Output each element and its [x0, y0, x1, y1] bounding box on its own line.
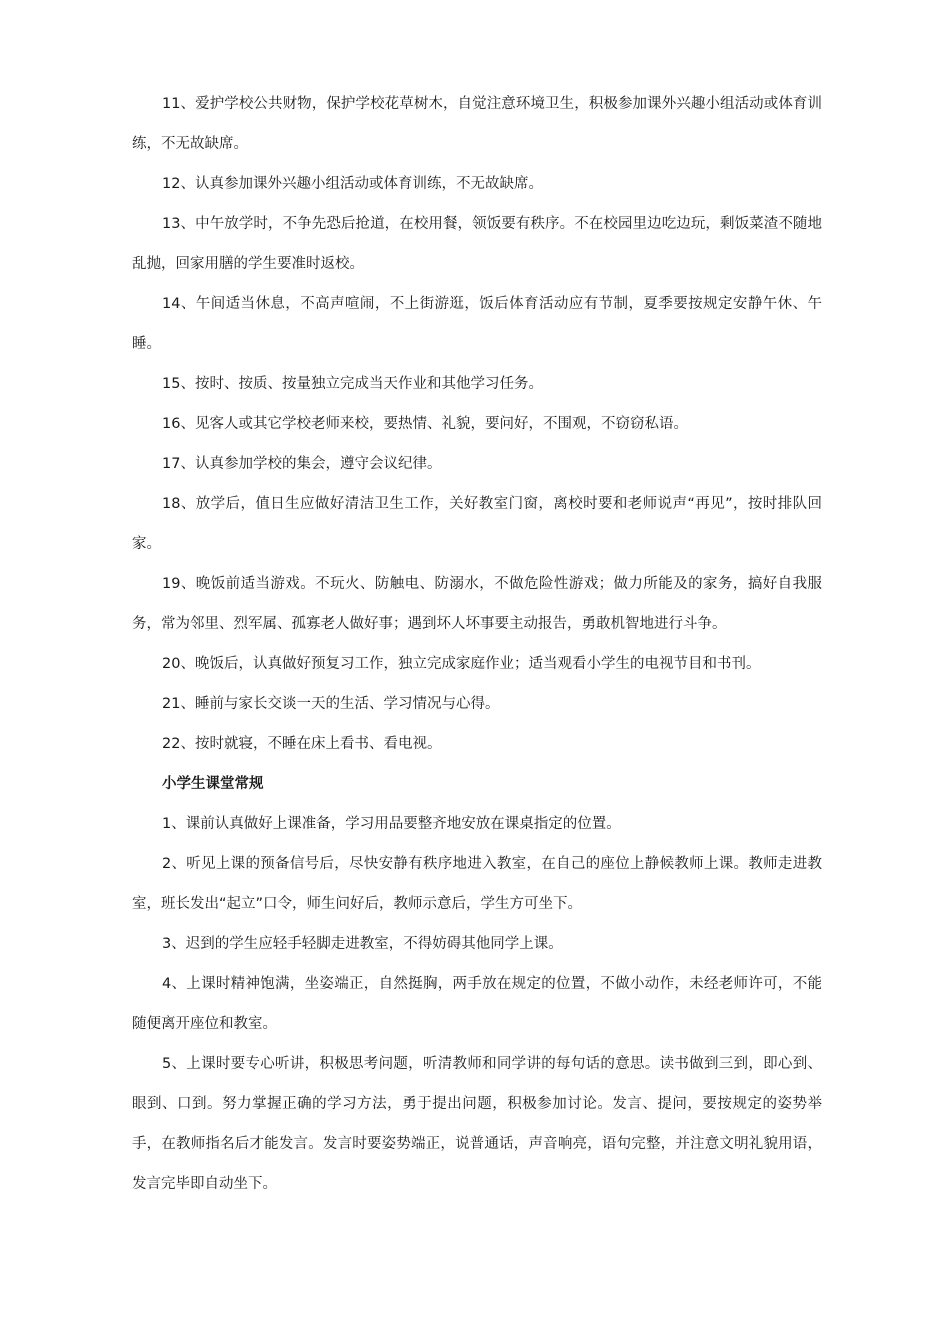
rule-22: 22、按时就寝，不睡在床上看书、看电视。 [162, 736, 442, 752]
rule-12: 12、认真参加课外兴趣小组活动或体育训练，不无故缺席。 [162, 176, 543, 192]
document-body [132, 84, 822, 1204]
rule-19: 19、晚饭前适当游戏。不玩火、防触电、防溺水，不做危险性游戏；做力所能及的家务，搞好自我服务，常为邻里、烈军属、孤寡老人做好事；遇到坏人坏事要主动报告，勇敢机智地进行斗争。 [132, 576, 822, 632]
rule-18: 18、放学后，值日生应做好清洁卫生工作，关好教室门窗，离校时要和老师说声“再见”，按时排队回家。 [132, 496, 822, 552]
classroom-rule-1: 1、课前认真做好上课准备，学习用品要整齐地安放在课桌指定的位置。 [162, 816, 621, 832]
rule-11: 11、爱护学校公共财物，保护学校花草树木，自觉注意环境卫生，积极参加课外兴趣小组活动或体育训练，不无故缺席。 [132, 96, 822, 152]
rule-20: 20、晚饭后，认真做好预复习工作，独立完成家庭作业；适当观看小学生的电视节目和书刊。 [162, 656, 761, 672]
rule-16: 16、见客人或其它学校老师来校，要热情、礼貌，要问好，不围观，不窃窃私语。 [162, 416, 688, 432]
classroom-rule-5: 5、上课时要专心听讲，积极思考问题，听清教师和同学讲的每句话的意思。读书做到三到，即心到、眼到、口到。努力掌握正确的学习方法，勇于提出问题，积极参加讨论。发言、提问，要按规定的姿势举手，在教师指名后才能发言。发言时要姿势端正，说普通话，声音响亮，语句完整，并注意文明礼貌用语，发言完毕即自动坐下。 [132, 1056, 822, 1192]
rule-15: 15、按时、按质、按量独立完成当天作业和其他学习任务。 [162, 376, 543, 392]
rule-21: 21、睡前与家长交谈一天的生活、学习情况与心得。 [162, 696, 500, 712]
section-heading: 小学生课堂常规 [162, 776, 264, 792]
rule-17: 17、认真参加学校的集会，遵守会议纪律。 [162, 456, 442, 472]
rule-14: 14、午间适当休息，不高声喧闹，不上街游逛，饭后体育活动应有节制，夏季要按规定安静午休、午睡。 [132, 296, 822, 352]
classroom-rule-3: 3、迟到的学生应轻手轻脚走进教室，不得妨碍其他同学上课。 [162, 936, 563, 952]
classroom-rule-2: 2、听见上课的预备信号后，尽快安静有秩序地进入教室，在自己的座位上静候教师上课。教师走进教室，班长发出“起立”口令，师生问好后，教师示意后，学生方可坐下。 [132, 856, 822, 912]
classroom-rule-4: 4、上课时精神饱满，坐姿端正，自然挺胸，两手放在规定的位置，不做小动作，未经老师许可，不能随便离开座位和教室。 [132, 976, 822, 1032]
rule-13: 13、中午放学时，不争先恐后抢道，在校用餐，领饭要有秩序。不在校园里边吃边玩，剩饭菜渣不随地乱抛，回家用膳的学生要准时返校。 [132, 216, 822, 272]
